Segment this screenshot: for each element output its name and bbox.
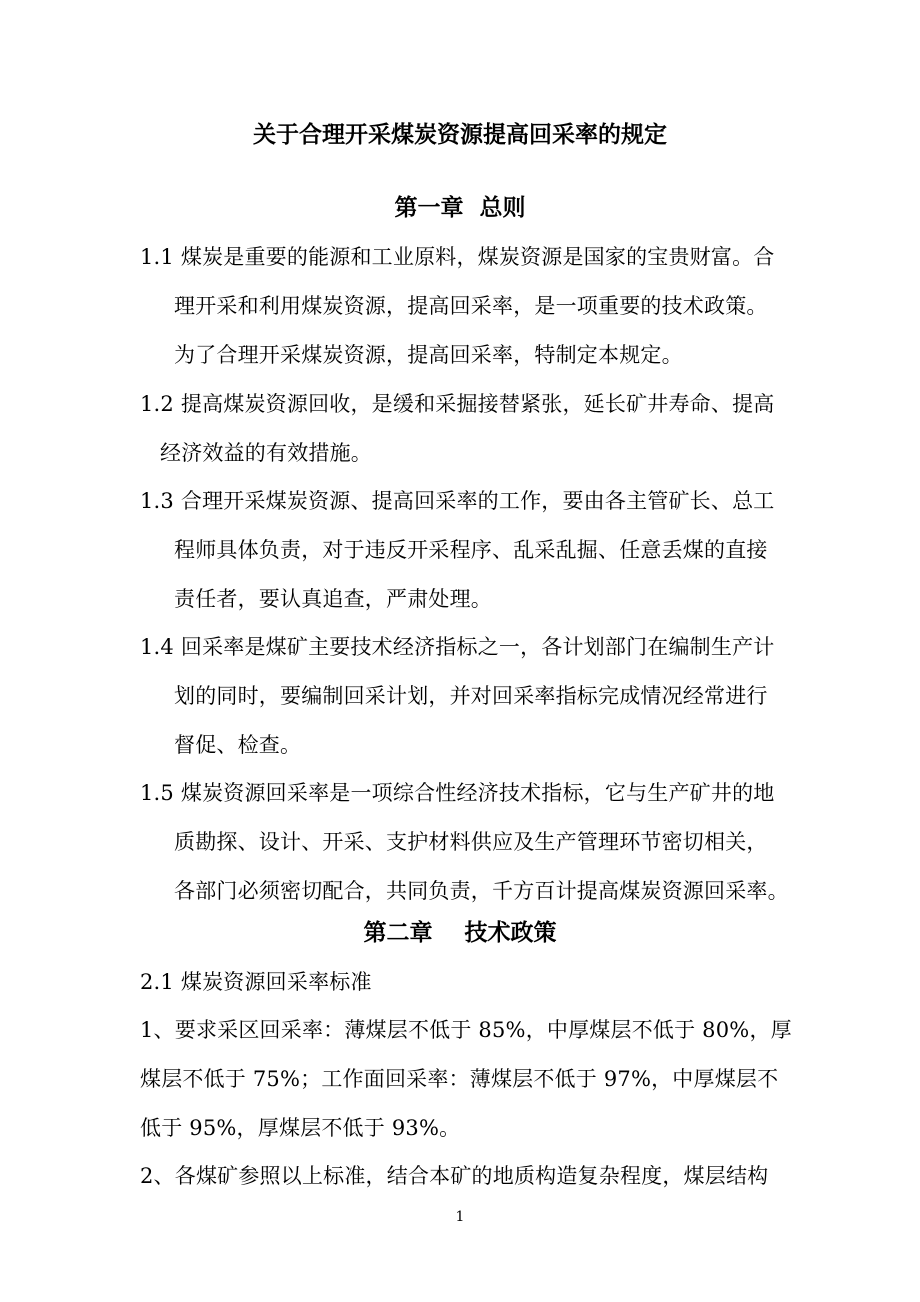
clause-1-3-line-3: 责任者，要认真追查，严肃处理。 xyxy=(174,587,492,611)
chapter-2-line-5: 2、各煤矿参照以上标准，结合本矿的地质构造复杂程度，煤层结构 xyxy=(140,1164,769,1188)
clause-1-1-line-1: 1.1 煤炭是重要的能源和工业原料，煤炭资源是国家的宝贵财富。合 xyxy=(140,245,775,269)
clause-1-2-line-1: 1.2 提高煤炭资源回收，是缓和采掘接替紧张，延长矿井寿命、提高 xyxy=(140,392,775,416)
clause-2-1-heading: 2.1 煤炭资源回采率标准 xyxy=(140,970,372,994)
clause-1-5-line-3: 各部门必须密切配合，共同负责，千方百计提高煤炭资源回采率。 xyxy=(174,879,789,903)
clause-1-4-line-1: 1.4 回采率是煤矿主要技术经济指标之一，各计划部门在编制生产计 xyxy=(140,635,775,659)
clause-1-4-line-3: 督促、检查。 xyxy=(174,733,302,757)
clause-1-5-line-2: 质勘探、设计、开采、支护材料供应及生产管理环节密切相关， xyxy=(174,830,768,854)
chapter-2-line-2: 1、要求采区回采率：薄煤层不低于 85%，中厚煤层不低于 80%，厚 xyxy=(140,1018,792,1042)
clause-1-3-line-1: 1.3 合理开采煤炭资源、提高回采率的工作，要由各主管矿长、总工 xyxy=(140,489,775,513)
clause-1-1-line-2: 理开采和利用煤炭资源，提高回采率，是一项重要的技术政策。 xyxy=(174,294,768,318)
clause-1-3-line-2: 程师具体负责，对于违反开采程序、乱采乱掘、任意丢煤的直接 xyxy=(174,538,768,562)
chapter-2-line-4: 低于 95%，厚煤层不低于 93%。 xyxy=(140,1116,461,1140)
chapter-2-line-3: 煤层不低于 75%；工作面回采率：薄煤层不低于 97%，中厚煤层不 xyxy=(140,1067,779,1091)
document-title: 关于合理开采煤炭资源提高回采率的规定 xyxy=(253,121,667,148)
chapter-2-heading: 第二章 技术政策 xyxy=(363,919,557,946)
clause-1-2-line-2: 经济效益的有效措施。 xyxy=(160,441,372,465)
chapter-1-heading: 第一章 总则 xyxy=(394,194,526,221)
page-number: 1 xyxy=(455,1209,465,1225)
clause-1-5-line-1: 1.5 煤炭资源回采率是一项综合性经济技术指标，它与生产矿井的地 xyxy=(140,781,775,805)
clause-1-1-line-3: 为了合理开采煤炭资源，提高回采率，特制定本规定。 xyxy=(174,343,683,367)
clause-1-4-line-2: 划的同时，要编制回采计划，并对回采率指标完成情况经常进行 xyxy=(174,684,768,708)
